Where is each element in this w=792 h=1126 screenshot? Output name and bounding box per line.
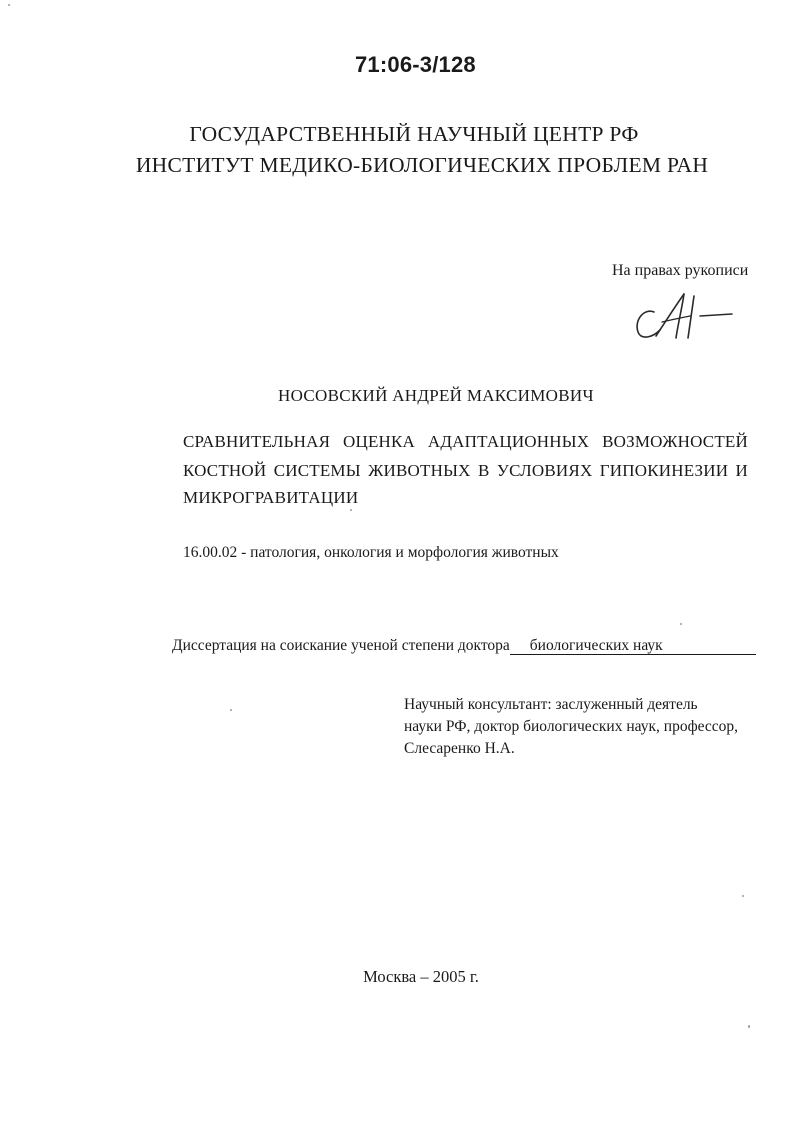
handwritten-signature-icon [632, 286, 742, 346]
consultant-line-2: науки РФ, доктор биологических наук, профессор, [404, 718, 739, 735]
city-year-text: Москва – 2005 г. [363, 967, 479, 986]
dissertation-title-line-1: СРАВНИТЕЛЬНАЯ ОЦЕНКА АДАПТАЦИОННЫХ ВОЗМОЖНОСТЕЙ [183, 432, 748, 451]
specialty-code: 16.00.02 - патология, онкология и морфология животных [183, 544, 559, 561]
scan-speck [350, 509, 352, 511]
scientific-consultant [404, 694, 738, 760]
scan-speck [8, 4, 10, 6]
city-year [0, 967, 792, 987]
dissertation-title-line-2: КОСТНОЙ СИСТЕМЫ ЖИВОТНЫХ В УСЛОВИЯХ ГИПОКИНЕЗИИ И [183, 461, 748, 480]
institution-line-2: ИНСТИТУТ МЕДИКО-БИОЛОГИЧЕСКИХ ПРОБЛЕМ РАН [135, 153, 709, 177]
institution-line-1: ГОСУДАРСТВЕННЫЙ НАУЧНЫЙ ЦЕНТР РФ [189, 122, 639, 146]
scan-speck [230, 709, 232, 711]
degree-prefix: Диссертация на соискание ученой степени доктора [172, 637, 510, 654]
manuscript-rights-note: На правах рукописи [612, 262, 749, 279]
scan-speck [680, 623, 682, 625]
scan-speck [742, 895, 744, 897]
author-name: НОСОВСКИЙ АНДРЕЙ МАКСИМОВИЧ [278, 386, 594, 405]
consultant-line-3: Слесаренко Н.А. [404, 740, 515, 757]
consultant-line-1: Научный консультант: заслуженный деятель [404, 696, 698, 713]
dissertation-title-line-3: МИКРОГРАВИТАЦИИ [183, 488, 359, 507]
degree-field: биологических наук [510, 638, 756, 655]
catalog-number: 71:06-3/128 [355, 52, 476, 77]
scan-speck [748, 1025, 750, 1028]
degree-statement [172, 637, 756, 655]
